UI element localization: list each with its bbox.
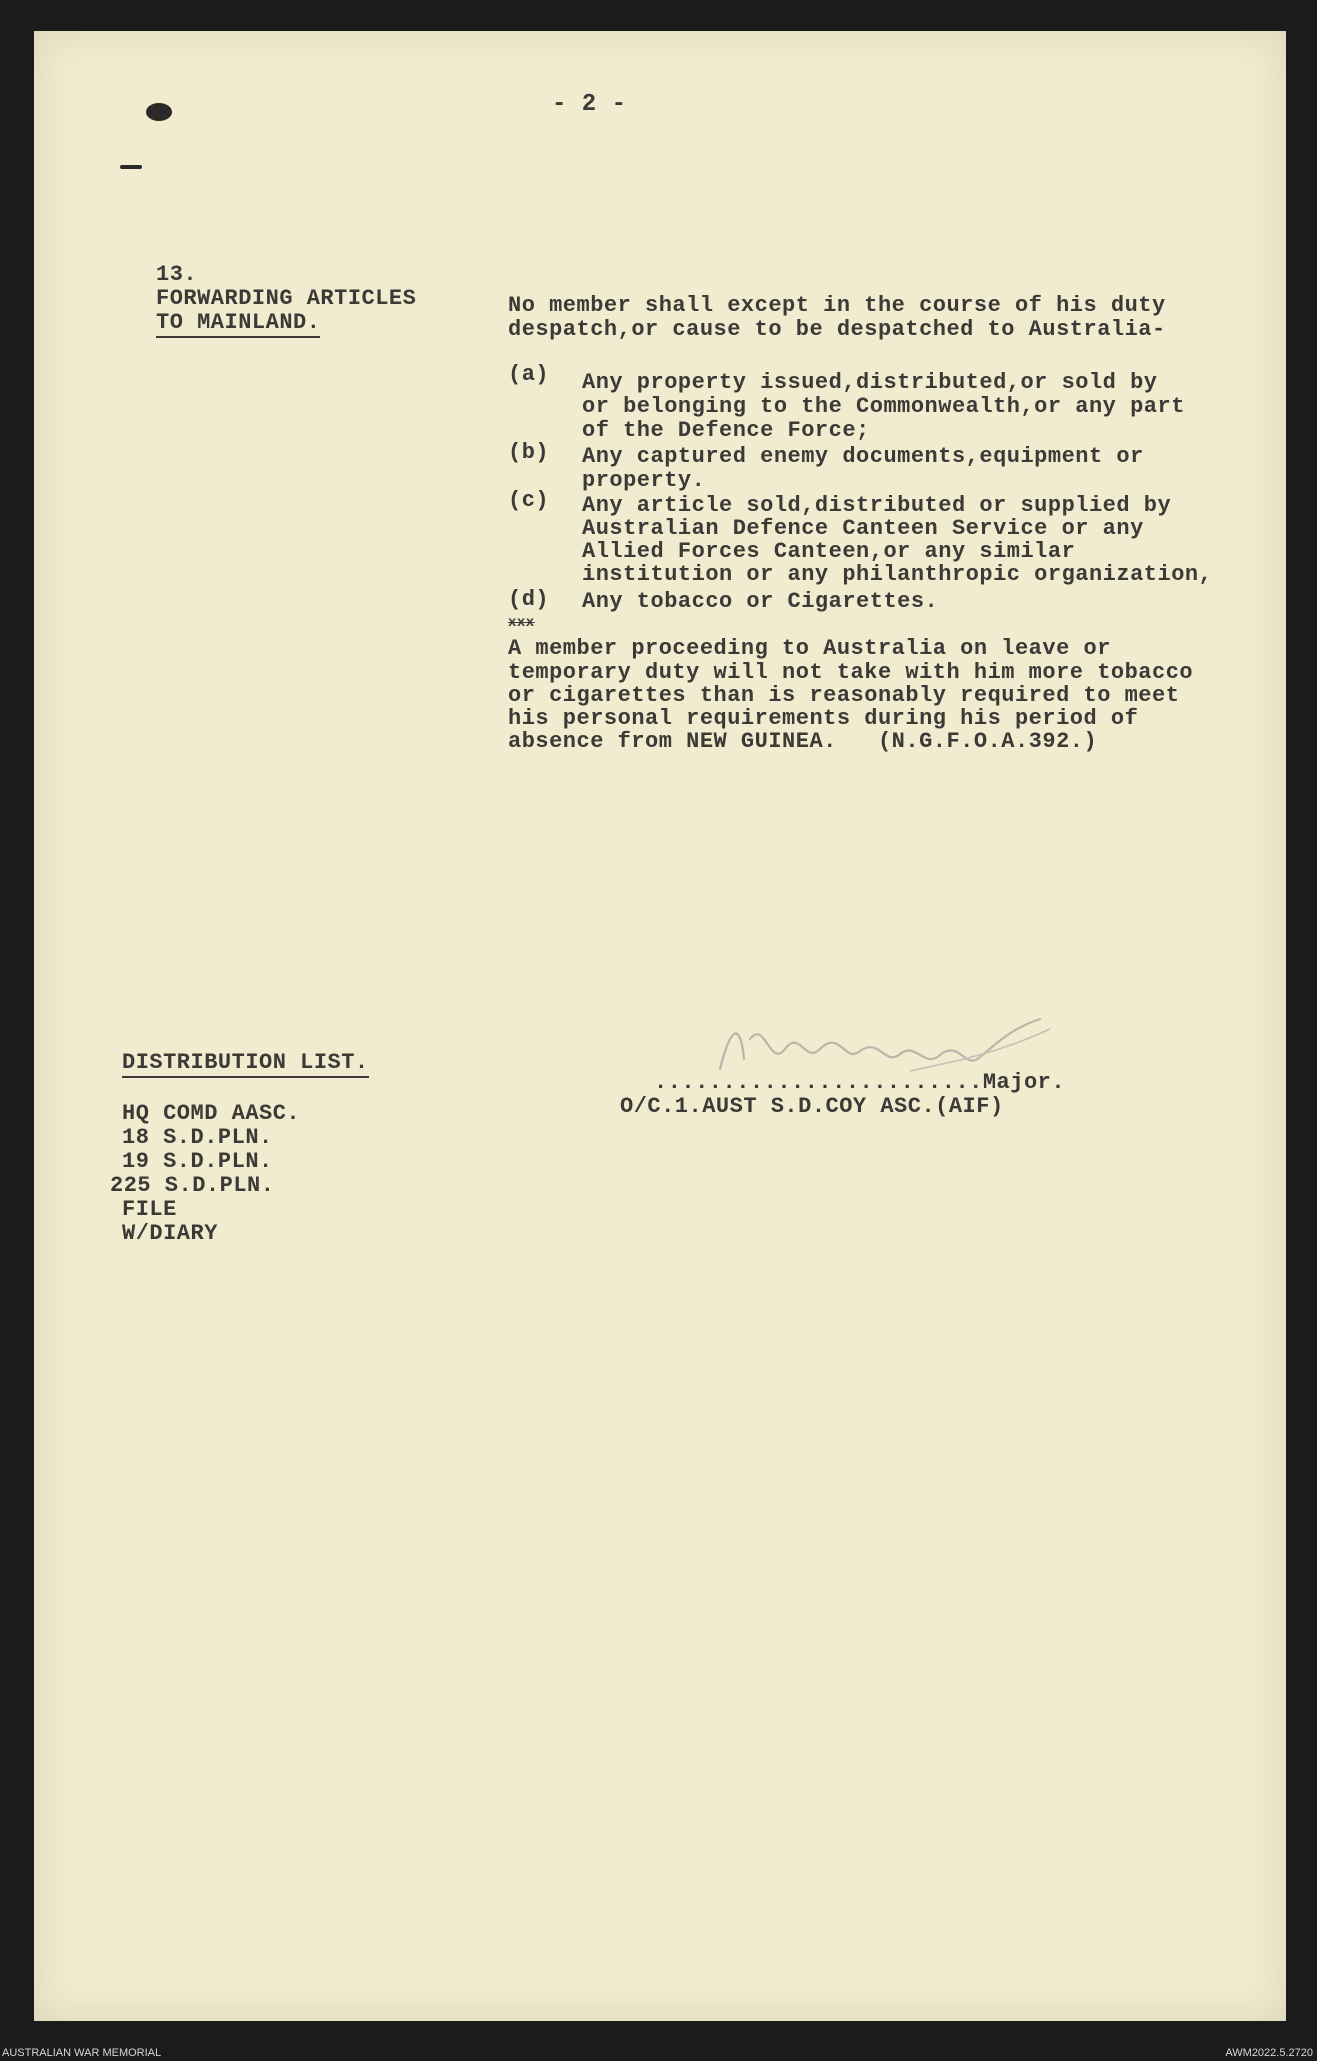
paper-sheet [34, 31, 1286, 2021]
distribution-entry: 18 S.D.PLN. [122, 1125, 273, 1150]
ink-smudge-mark [120, 165, 142, 169]
distribution-entry: HQ COMD AASC. [122, 1101, 301, 1126]
note-line-2: temporary duty will not take with him more tobacco [508, 660, 1194, 685]
intro-line-1: No member shall except in the course of his duty [508, 293, 1166, 318]
item-a-line-2: or belonging to the Commonwealth,or any part [582, 394, 1185, 419]
footer-left-credit: AUSTRALIAN WAR MEMORIAL [2, 2047, 162, 2059]
item-b-line-2: property. [582, 468, 706, 493]
signature-unit: O/C.1.AUST S.D.COY ASC.(AIF) [620, 1094, 1004, 1119]
distribution-entry: 19 S.D.PLN. [122, 1149, 273, 1174]
item-d-marker: (d) [508, 587, 550, 612]
distribution-entry: W/DIARY [122, 1221, 218, 1246]
footer-right-id: AWM2022.5.2720 [1225, 2047, 1313, 2059]
item-c-line-4: institution or any philanthropic organization, [582, 562, 1213, 587]
item-a-line-1: Any property issued,distributed,or sold by [582, 370, 1158, 395]
note-line-3: or cigarettes than is reasonably required to meet [508, 683, 1180, 708]
struck-out-text: xxx [508, 615, 535, 631]
section-number: 13. [156, 262, 198, 287]
distribution-entry: 225 S.D.PLN. [110, 1173, 275, 1198]
item-a-line-3: of the Defence Force; [582, 418, 870, 443]
item-c-line-3: Allied Forces Canteen,or any similar [582, 539, 1076, 564]
item-c-marker: (c) [508, 488, 550, 513]
item-b-line-1: Any captured enemy documents,equipment or [582, 444, 1144, 469]
section-heading-line-2: TO MAINLAND. [156, 311, 320, 338]
item-c-line-2: Australian Defence Canteen Service or any [582, 516, 1144, 541]
item-b-marker: (b) [508, 440, 550, 465]
section-heading-line-1: FORWARDING ARTICLES [156, 286, 417, 311]
item-c-line-1: Any article sold,distributed or supplied by [582, 493, 1172, 518]
ink-blot-mark [146, 103, 172, 121]
note-line-5: absence from NEW GUINEA. (N.G.F.O.A.392.) [508, 729, 1098, 754]
item-a-marker: (a) [508, 362, 550, 387]
item-d-line-1: Any tobacco or Cigarettes. [582, 589, 939, 614]
signature-line: ........................Major. [654, 1070, 1066, 1095]
distribution-entry: FILE [122, 1197, 177, 1222]
note-line-4: his personal requirements during his period of [508, 706, 1139, 731]
distribution-title: DISTRIBUTION LIST. [122, 1051, 369, 1078]
intro-line-2: despatch,or cause to be despatched to Australia- [508, 317, 1166, 342]
footer-bar [0, 2044, 1317, 2061]
page-number: - 2 - [552, 91, 627, 118]
note-line-1: A member proceeding to Australia on leave or [508, 636, 1111, 661]
